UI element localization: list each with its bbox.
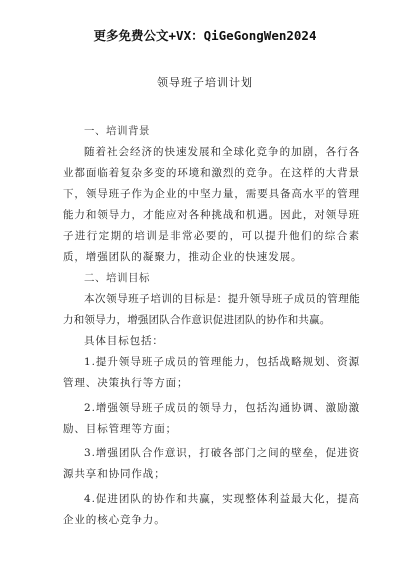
document-title: 领导班子培训计划 [157, 76, 253, 89]
document-body [63, 121, 360, 534]
section-heading-objectives: 二、培训目标 [84, 272, 150, 284]
specific-goals-intro: 具体目标包括： [84, 335, 164, 347]
promo-header: 更多免费公文+VX：QiGeGongWen2024 [93, 28, 317, 43]
goal-item: 4.促进团队的协作和共赢，实现整体利益最大化，提高企业的核心竞争力。 [63, 492, 360, 526]
section-heading-background: 一、培训背景 [84, 125, 150, 137]
goal-item: 2.增强领导班子成员的领导力，包括沟通协调、激励激励、目标管理等方面； [63, 401, 360, 435]
background-paragraph: 随着社会经济的快速发展和全球化竞争的加剧，各行各业都面临着复杂多变的环境和激烈的竞争。在这样的大背景下，领导班子作为企业的中坚力量，需要具备高水平的管理能力和领导力，才能应对各种挑战和机遇。因此，对领导班子进行定期的培训是非常必要的，可以提升他们的综合素质，增强团队的凝聚力，推动企业的快速发展。 [63, 146, 360, 263]
goal-item: 1.提升领导班子成员的管理能力，包括战略规划、资源管理、决策执行等方面； [63, 356, 360, 389]
objectives-paragraph: 本次领导班子培训的目标是：提升领导班子成员的管理能力和领导力，增强团队合作意识促进团队的协作和共赢。 [63, 293, 360, 326]
goal-item: 3.增强团队合作意识，打破各部门之间的壁垒，促进资源共享和协同作战； [63, 447, 360, 480]
